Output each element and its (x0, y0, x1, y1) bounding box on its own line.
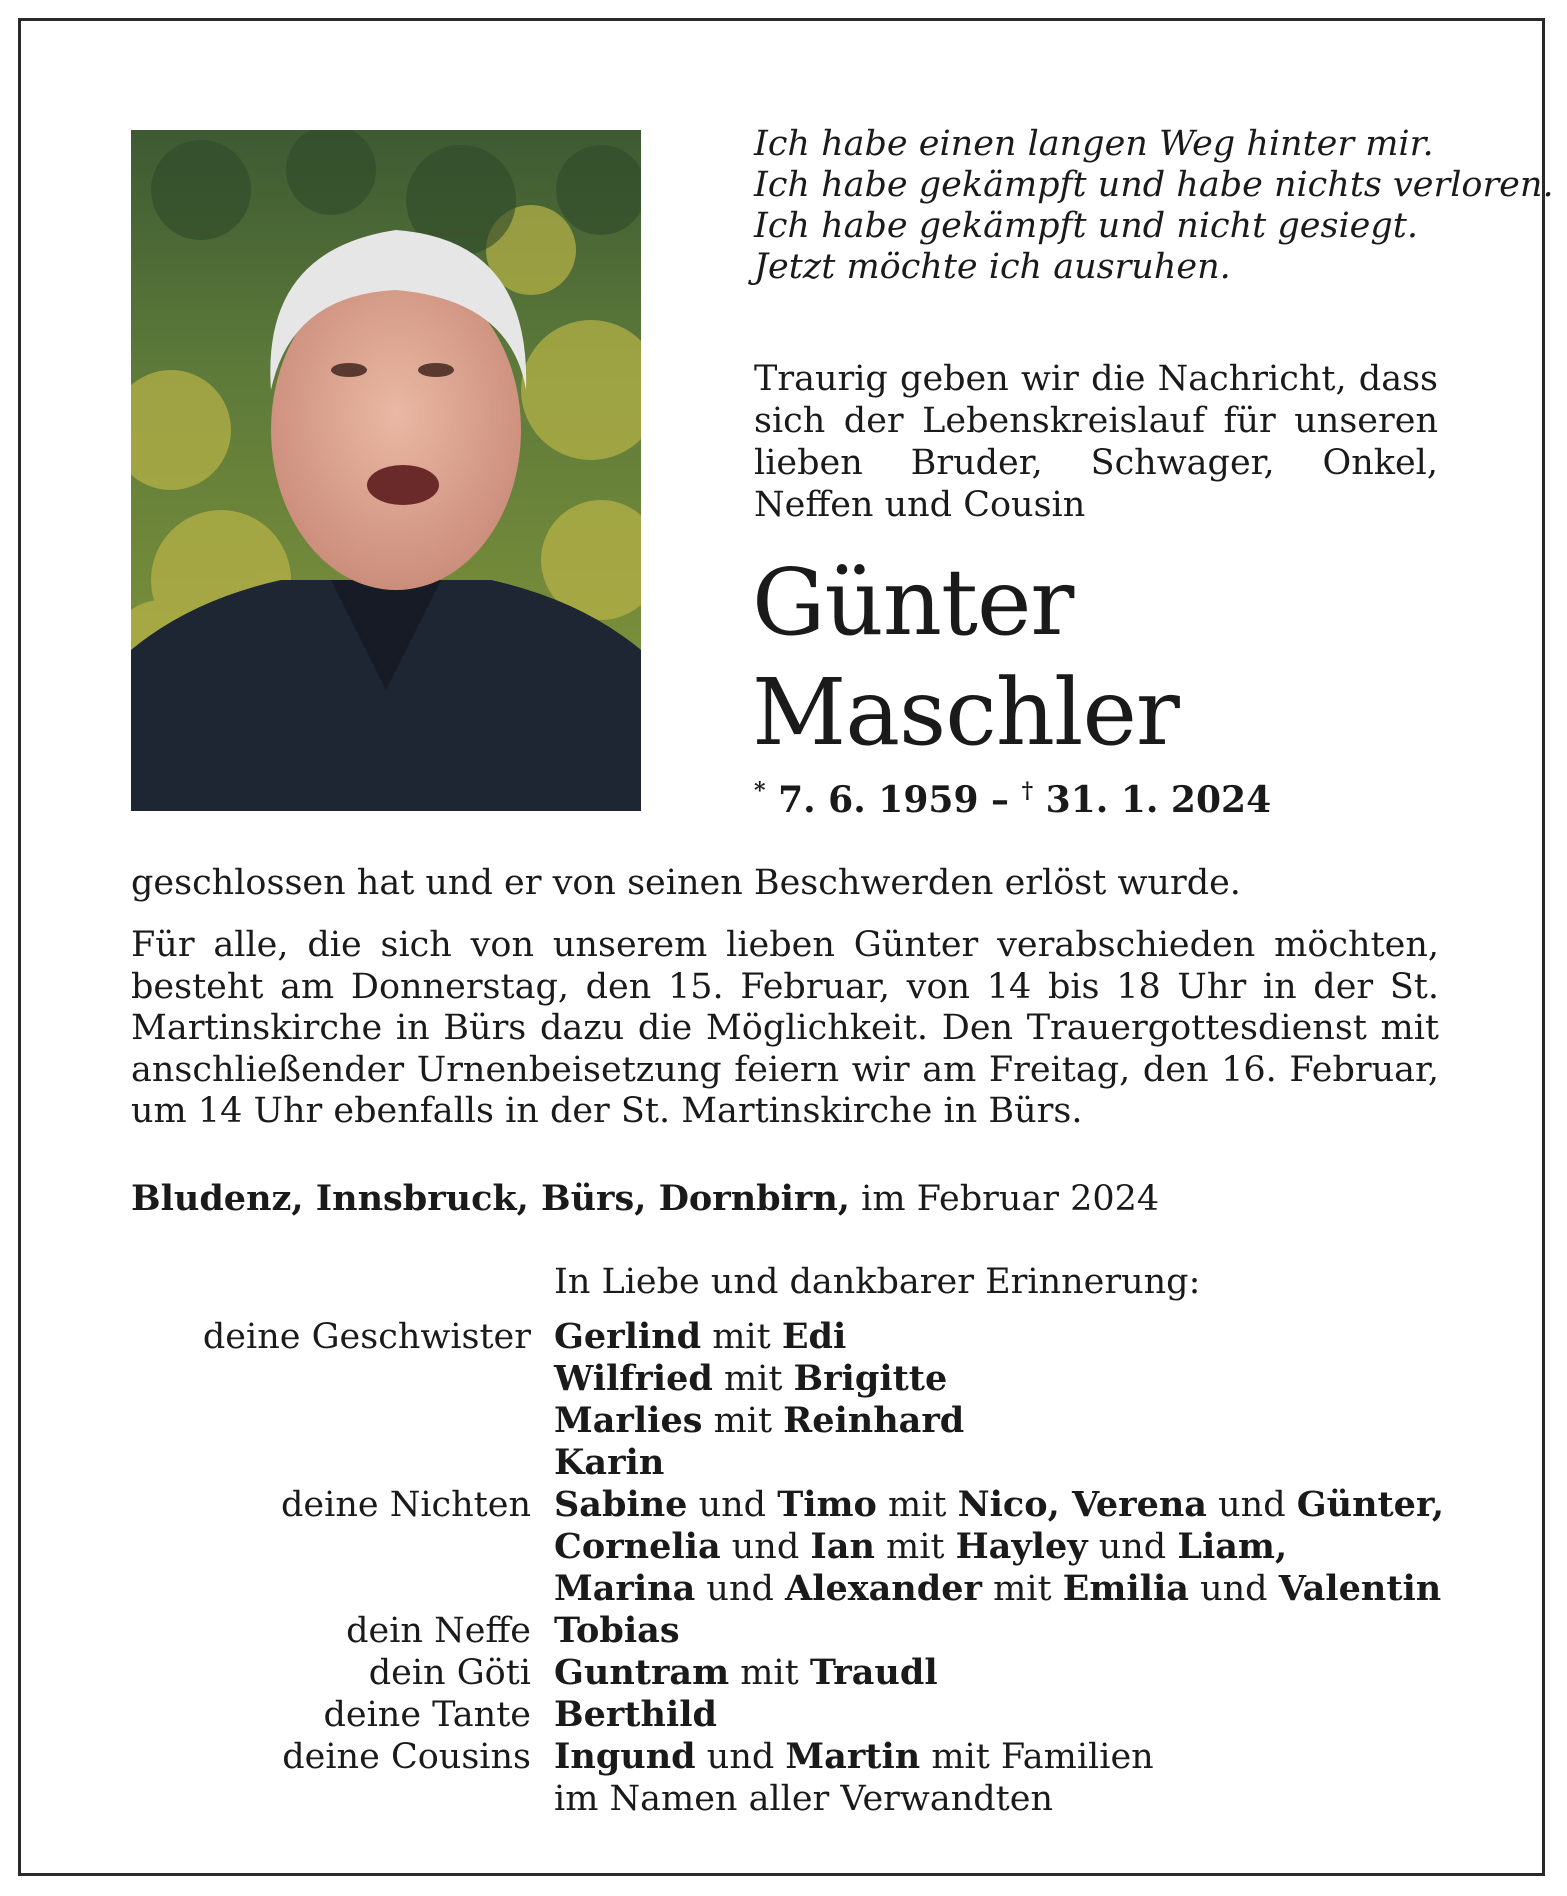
relation-label: deine Cousins (282, 1737, 531, 1777)
intro-text: Traurig geben wir die Nachricht, dass sich der Lebenskreislauf für unseren lieben Bruder, Schwager, Onkel, Neffen und Cousin (754, 359, 1438, 525)
relation-label: deine Nichten (281, 1485, 531, 1525)
relation-label: dein Neffe (346, 1611, 531, 1651)
mourner-name: Cornelia (554, 1526, 721, 1567)
mourner-name: Wilfried (554, 1358, 713, 1399)
connector-text: mit (981, 1569, 1063, 1609)
mourner-name: Liam, (1177, 1526, 1288, 1567)
poem (754, 124, 1554, 288)
connector-text: und (1206, 1485, 1297, 1525)
mourner-names (554, 1316, 846, 1358)
mourner-row (131, 1778, 1531, 1820)
portrait-photo (131, 130, 641, 811)
mourner-names (554, 1652, 938, 1694)
poem-line: Jetzt möchte ich ausruhen. (754, 247, 1231, 287)
relation-label (131, 1778, 554, 1820)
mourner-row (131, 1484, 1531, 1526)
mourner-names (554, 1694, 717, 1736)
memory-line: In Liebe und dankbarer Erinnerung: (554, 1262, 1201, 1302)
mourner-row (131, 1316, 1531, 1358)
relation-label (131, 1400, 554, 1442)
connector-text: mit (729, 1653, 810, 1693)
place-and-date (131, 1178, 1159, 1219)
connector-text: mit (701, 1317, 782, 1357)
mourner-names (554, 1610, 680, 1652)
mourner-names (554, 1400, 964, 1442)
death-date: 31. 1. 2024 (1045, 779, 1272, 821)
mourners-list (131, 1316, 1531, 1820)
mourner-name: Edi (781, 1316, 847, 1357)
mourner-names (554, 1736, 1154, 1778)
mourner-name: Gerlind (554, 1316, 702, 1357)
relation-label: deine Tante (323, 1695, 531, 1735)
poem-line: Ich habe gekämpft und nicht gesiegt. (754, 206, 1418, 246)
place-date: im Februar 2024 (850, 1179, 1160, 1219)
mourner-name: Martin (785, 1736, 921, 1777)
mourner-row (131, 1568, 1531, 1610)
first-name: Günter (752, 549, 1074, 656)
mourner-name: Günter, (1296, 1484, 1445, 1525)
mourner-names (554, 1484, 1444, 1526)
farewell-text: Für alle, die sich von unserem lieben Günter verabschieden möchten, besteht am Donnerstag, den 15. Februar, von 14 bis 18 Uhr in der St. Martinskirche in Bürs dazu die Möglichkeit. Den Trauergottesdienst mit anschließender Urnenbeisetzung feiern wir am Freitag, den 16. Februar, um 14 Uhr ebenfalls in der St. Martinskirche in Bürs. (131, 925, 1439, 1131)
mourner-row (131, 1736, 1531, 1778)
birth-date: 7. 6. 1959 (778, 779, 979, 821)
mourner-name: Traudl (809, 1652, 938, 1693)
mourner-name: Marlies (554, 1400, 703, 1441)
connector-text: und (687, 1485, 778, 1525)
relation-label: dein Göti (368, 1653, 531, 1693)
mourner-names (554, 1568, 1441, 1610)
connector-text: und (1087, 1527, 1178, 1567)
mourner-names (554, 1442, 664, 1484)
mourner-name: Valentin (1278, 1568, 1442, 1609)
mourner-row (131, 1694, 1531, 1736)
connector-text: und (1188, 1569, 1279, 1609)
mourner-name: Karin (554, 1442, 665, 1483)
relation-label (131, 1526, 554, 1568)
relation-label (131, 1358, 554, 1400)
mourner-name: Tobias (554, 1610, 680, 1651)
last-name: Maschler (752, 659, 1179, 766)
mourner-name: Ian (810, 1526, 875, 1567)
mourner-name: Alexander (785, 1568, 982, 1609)
closing-sentence: geschlossen hat und er von seinen Beschwerden erlöst wurde. (131, 863, 1241, 903)
mourner-row (131, 1358, 1531, 1400)
connector-text: mit (874, 1527, 956, 1567)
connector-text: und (695, 1737, 786, 1777)
date-separator: – (991, 779, 1010, 821)
mourner-name: Reinhard (783, 1400, 965, 1441)
relation-label (131, 1568, 554, 1610)
mourner-name: Berthild (554, 1694, 717, 1735)
connector-text: mit (702, 1401, 784, 1441)
mourner-name: Emilia (1062, 1568, 1189, 1609)
poem-line: Ich habe einen langen Weg hinter mir. (754, 124, 1434, 164)
mourner-name: Timo (777, 1484, 877, 1525)
deceased-name (752, 548, 1179, 768)
connector-text: im Namen aller Verwandten (554, 1779, 1053, 1819)
connector-text: und (720, 1527, 811, 1567)
mourner-names (554, 1778, 1053, 1820)
mourner-name: Marina (554, 1568, 696, 1609)
mourner-names (554, 1358, 947, 1400)
mourner-name: Hayley (955, 1526, 1088, 1567)
mourner-name: Sabine (554, 1484, 688, 1525)
relation-label: deine Geschwister (202, 1317, 531, 1357)
mourner-row (131, 1610, 1531, 1652)
mourner-name: Guntram (554, 1652, 730, 1693)
birth-symbol: * (754, 778, 766, 804)
mourner-row (131, 1652, 1531, 1694)
mourner-names (554, 1526, 1287, 1568)
connector-text: und (695, 1569, 786, 1609)
mourner-row (131, 1442, 1531, 1484)
connector-text: mit (876, 1485, 958, 1525)
mourner-name: Nico, Verena (957, 1484, 1207, 1525)
connector-text: mit Familien (920, 1737, 1154, 1777)
mourner-row (131, 1526, 1531, 1568)
life-dates (754, 778, 1271, 821)
relation-label (131, 1442, 554, 1484)
mourner-name: Ingund (554, 1736, 696, 1777)
poem-line: Ich habe gekämpft und habe nichts verloren. (754, 165, 1554, 205)
mourner-row (131, 1400, 1531, 1442)
mourner-name: Brigitte (793, 1358, 948, 1399)
connector-text: mit (712, 1359, 794, 1399)
death-symbol: † (1021, 778, 1034, 804)
place-cities: Bludenz, Innsbruck, Bürs, Dornbirn, (131, 1178, 850, 1219)
